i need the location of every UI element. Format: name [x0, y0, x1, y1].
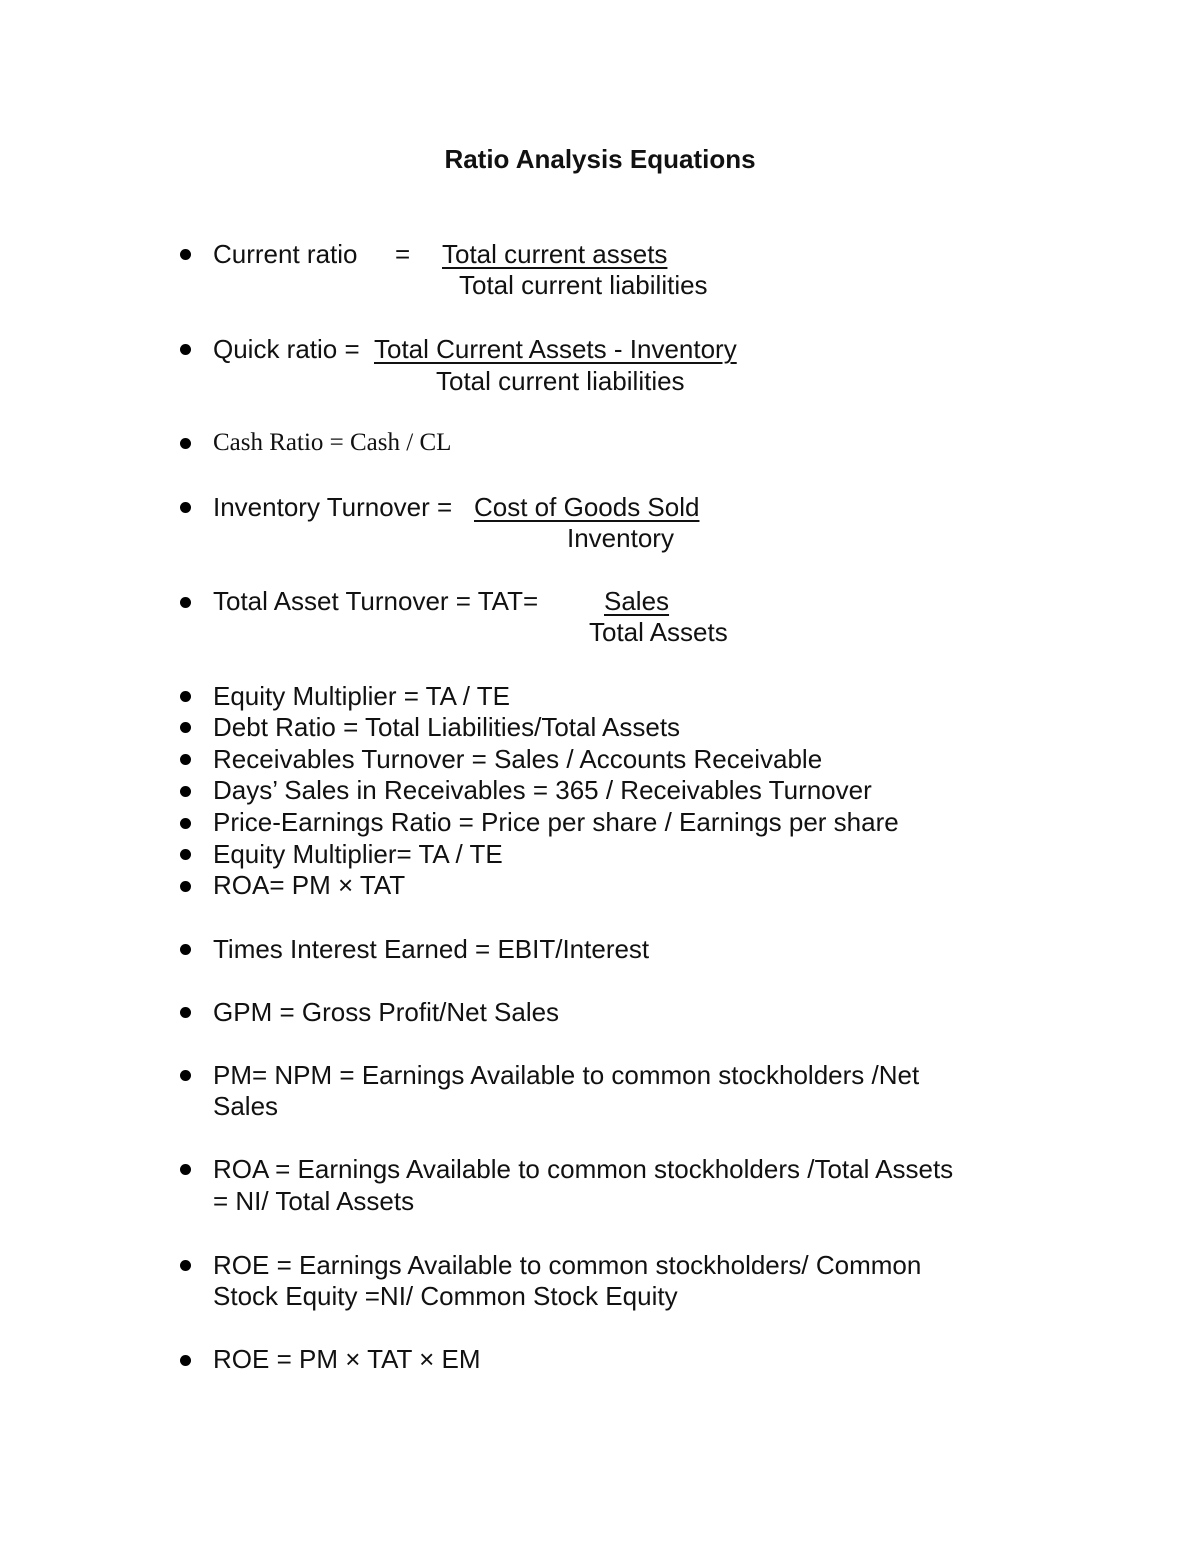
debt-ratio-equation: Debt Ratio = Total Liabilities/Total Assets [213, 712, 681, 742]
total-asset-turnover-label: Total Asset Turnover = TAT= [213, 586, 539, 616]
current-ratio-denominator: Total current liabilities [459, 270, 708, 300]
bullet-icon [180, 1260, 191, 1271]
cash-ratio-equation: Cash Ratio = Cash / CL [213, 429, 452, 456]
bullet-icon [180, 818, 191, 829]
current-ratio-equals: = [395, 239, 411, 269]
total-asset-turnover-numerator: Sales [604, 586, 670, 616]
bullet-icon [180, 1007, 191, 1018]
bullet-icon [180, 1070, 191, 1081]
price-earnings-ratio-equation: Price-Earnings Ratio = Price per share / Earnings per share [213, 807, 899, 837]
bullet-icon [180, 438, 191, 449]
pm-npm-equation-line2: Sales [213, 1091, 279, 1121]
times-interest-earned-equation: Times Interest Earned = EBIT/Interest [213, 934, 650, 964]
equity-multiplier-equation: Equity Multiplier = TA / TE [213, 681, 510, 711]
bullet-icon [180, 944, 191, 955]
bullet-icon [180, 754, 191, 765]
inventory-turnover-numerator: Cost of Goods Sold [474, 492, 700, 522]
roa-long-equation-line2: = NI/ Total Assets [213, 1186, 415, 1216]
bullet-icon [180, 502, 191, 513]
bullet-icon [180, 1164, 191, 1175]
total-asset-turnover-denominator: Total Assets [589, 617, 728, 647]
inventory-turnover-label: Inventory Turnover = [213, 492, 453, 522]
quick-ratio-label: Quick ratio = [213, 334, 360, 364]
receivables-turnover-equation: Receivables Turnover = Sales / Accounts Receivable [213, 744, 823, 774]
roe-dupont-equation: ROE = PM × TAT × EM [213, 1344, 481, 1374]
quick-ratio-denominator: Total current liabilities [436, 366, 685, 396]
bullet-icon [180, 249, 191, 260]
equity-multiplier-equation-2: Equity Multiplier= TA / TE [213, 839, 503, 869]
bullet-icon [180, 344, 191, 355]
days-sales-receivables-equation: Days’ Sales in Receivables = 365 / Receivables Turnover [213, 775, 872, 805]
pm-npm-equation-line1: PM= NPM = Earnings Available to common stockholders /Net [213, 1060, 920, 1090]
roa-equation: ROA= PM × TAT [213, 870, 406, 900]
bullet-icon [180, 722, 191, 733]
inventory-turnover-denominator: Inventory [567, 523, 674, 553]
bullet-icon [180, 691, 191, 702]
gpm-equation: GPM = Gross Profit/Net Sales [213, 997, 560, 1027]
page-title: Ratio Analysis Equations [444, 144, 756, 174]
bullet-icon [180, 1355, 191, 1366]
bullet-icon [180, 597, 191, 608]
roe-long-equation-line2: Stock Equity =NI/ Common Stock Equity [213, 1281, 678, 1311]
current-ratio-numerator: Total current assets [442, 239, 668, 269]
current-ratio-label: Current ratio [213, 239, 358, 269]
bullet-icon [180, 849, 191, 860]
roe-long-equation-line1: ROE = Earnings Available to common stockholders/ Common [213, 1250, 922, 1280]
bullet-icon [180, 786, 191, 797]
quick-ratio-numerator: Total Current Assets - Inventory [374, 334, 737, 364]
roa-long-equation-line1: ROA = Earnings Available to common stockholders /Total Assets [213, 1154, 954, 1184]
bullet-icon [180, 881, 191, 892]
